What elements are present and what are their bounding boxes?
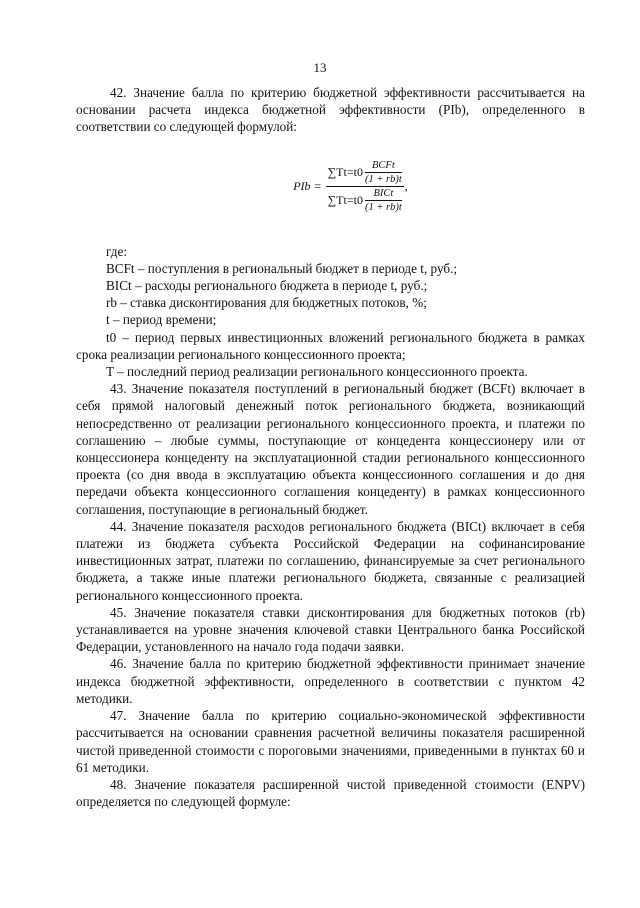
definition-T: T – последний период реализации регионального концессионного проекта. [106,364,528,380]
paragraph-46: 46. Значение балла по критерию бюджетной эффективности принимает значение индекса бюджетной эффективности, определенного в соответствии с пунктом 42 методики. [76,656,585,706]
paragraph-42: 42. Значение балла по критерию бюджетной эффективности рассчитывается на основании расчета индекса бюджетной эффективности (PIb), определенного в соответствии со следующей формулой: [76,85,585,135]
paragraph-45: 45. Значение показателя ставки дисконтирования для бюджетных потоков (rb) устанавливается на уровне значения ключевой ставки Центрального банка Российской Федерации, установленного на начало года подачи заявки. [76,604,585,655]
formula-comma: , [404,178,408,193]
paragraph-44: 44. Значение показателя расходов регионального бюджета (BICt) включает в себя платежи из бюджета субъекта Российской Федерации на софинансирование инвестиционных затрат, платежи по соглашению, финансируемые за счет регионального бюджета, а также иные платежи регионального бюджета, связанные с реализацией регионального концессионного проекта. [76,518,585,603]
definition-bic: BICt – расходы регионального бюджета в периоде t, руб.; [106,278,428,294]
page-number: 13 [313,60,327,75]
numerator-discount: (1 + rb)t [364,173,402,185]
numerator-term: BCFt [372,159,395,171]
paragraph-43: 43. Значение показателя поступлений в региональный бюджет (BCFt) включает в себя прямой налоговый денежный поток регионального бюджета, возникающий непосредственно от реализации регионального концессионного проекта, и платежи по соглашению – любые суммы, поступающие от концедента концессионеру или от концессионера концеденту на эксплуатационной стадии регионального концессионного проекта (со дня ввода в эксплуатацию объекта концессионного соглашения и до дня передачи объекта концессионного соглашения концеденту) в рамках концессионного соглашения, поступающие в региональный бюджет. [76,381,585,517]
numerator-sum-symbol: ∑Tt=t0 [327,164,363,179]
definition-rb: rb – ставка дисконтирования для бюджетных потоков, %; [106,295,427,311]
formula-lhs: PIb = [293,178,322,193]
numerator-inner-fraction [365,160,402,185]
formula-main-fraction [326,160,404,213]
document-body [76,84,585,810]
paragraph-47: 47. Значение балла по критерию социально-экономической эффективности рассчитывается на основании сравнения расчетной величины показателя расширенной чистой приведенной стоимости с пороговыми значениями, приведенными в пунктах 60 и 61 методики. [76,708,585,775]
definition-t0: t0 – период первых инвестиционных вложений регионального бюджета в рамках срока реализации регионального концессионного проекта; [76,329,585,362]
denominator-discount: (1 + rb)t [364,201,402,213]
formula-numerator [326,160,404,185]
definition-bcf: BCFt – поступления в региональный бюджет в периоде t, руб.; [106,260,458,276]
paragraph-48: 48. Значение показателя расширенной чистой приведенной стоимости (ENPV) определяется по следующей формуле: [76,776,585,810]
denominator-sum-symbol: ∑Tt=t0 [327,192,363,207]
definition-t: t – период времени; [106,312,217,328]
denominator-inner-fraction [365,188,402,213]
where-label: где: [106,243,127,259]
formula-denominator [326,188,404,213]
denominator-term: BICt [373,187,394,199]
formula-pi-b [116,160,585,213]
